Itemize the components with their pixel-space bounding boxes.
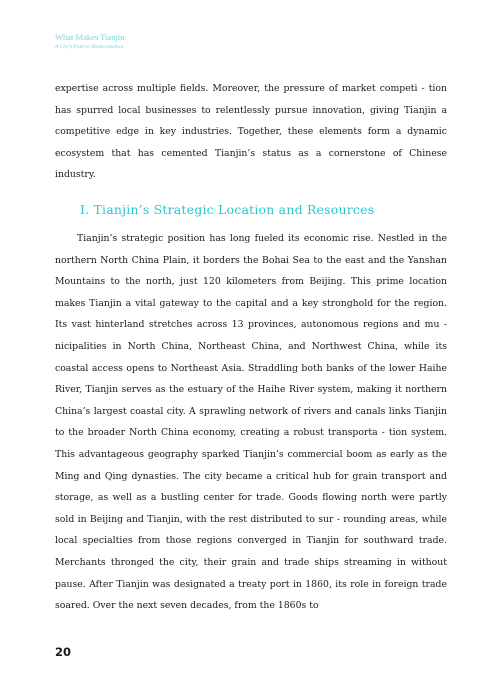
continuation-paragraph: expertise across multiple fields. Moreover, the pressure of market competi - tion has spurred local businesses to relentlessly pursue innovation, giving Tianjin a competitive edge in key industries. Together, these elements form a dynamic ecosystem that has cemented Tianjin’s status as a cornerstone of Chinese industry. bbox=[55, 83, 447, 181]
section-heading: Ⅰ. Tianjin’s Strategic Location and Resources bbox=[80, 202, 375, 217]
running-head bbox=[55, 32, 455, 52]
running-head-title: What Makes Tianjin bbox=[55, 32, 125, 42]
section-paragraph: Tianjin’s strategic position has long fueled its economic rise. Nestled in the northern North China Plain, it borders the Bohai Sea to the east and the Yanshan Mountains to the north, just 120 kilometers from Beijing. This prime location makes Tianjin a vital gateway to the capital and a key stronghold for the region. Its vast hinterland stretches across 13 provinces, autonomous regions and mu - nicipalities in North China, Northeast China, and Northwest China, while its coastal access opens to Northeast Asia. Straddling both banks of the lower Haihe River, Tianjin serves as the estuary of the Haihe River system, making it northern China’s largest coastal city. A sprawling network of rivers and canals links Tianjin to the broader North China economy, creating a robust transporta - tion system. This advantageous geography sparked Tianjin’s commercial boom as early as the Ming and Qing dynasties. The city became a critical hub for grain transport and storage, as well as a bustling center for trade. Goods flowing north were partly sold in Beijing and Tianjin, with the rest distributed to sur - rounding areas, while local specialties from those regions converged in Tianjin for southward trade. Merchants thronged the city, their grain and trade ships streaming in without pause. After Tianjin was designated a treaty port in 1860, its role in foreign trade soared. Over the next seven decades, from the 1860s to bbox=[55, 233, 447, 612]
running-head-subtitle: A City's Path to Modernization bbox=[55, 44, 124, 50]
page-number: 20 bbox=[55, 645, 72, 659]
